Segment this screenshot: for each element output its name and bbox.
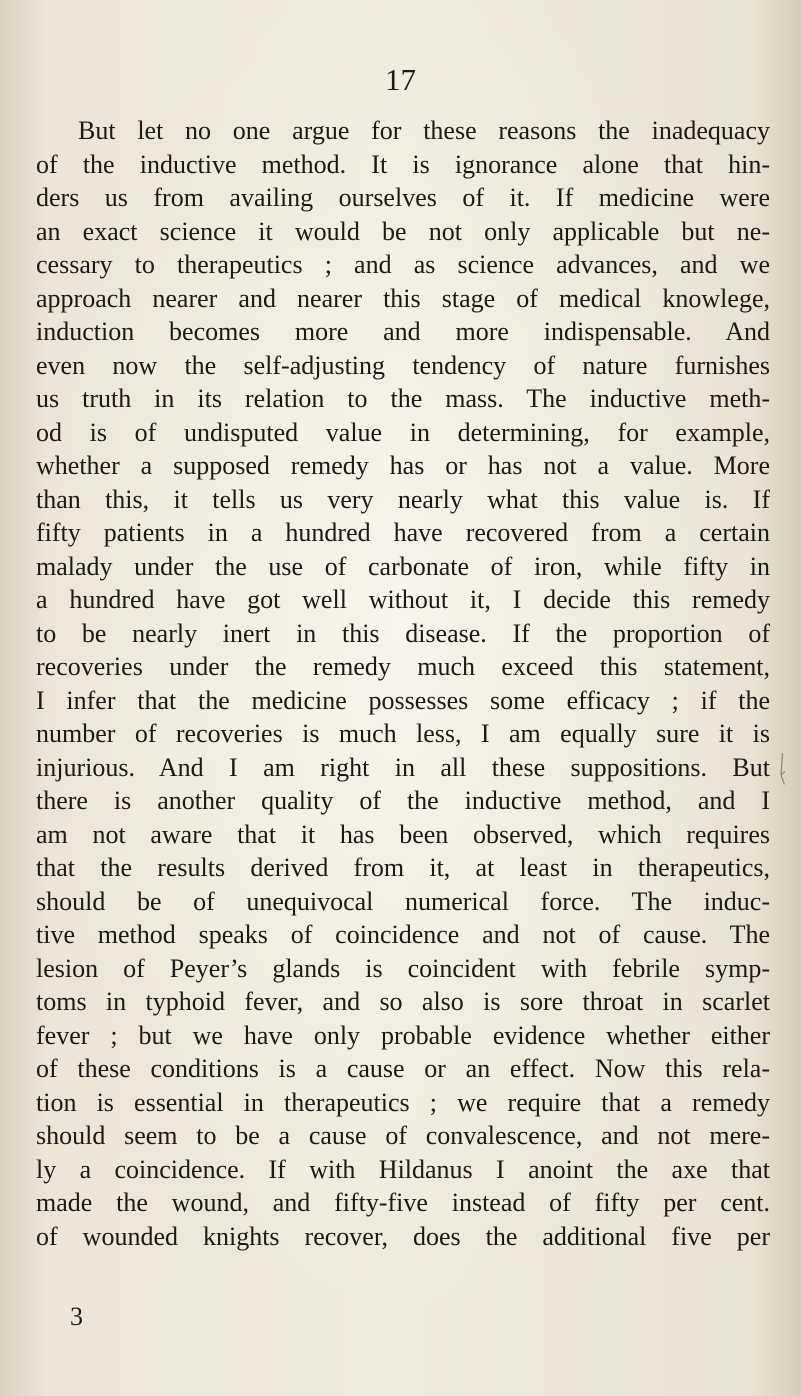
text-line: whether a supposed remedy has or has not a value. More: [36, 451, 770, 480]
text-line: I infer that the medicine possesses some efficacy ; if the: [36, 685, 770, 715]
text-line: injurious. And I am right in all these suppositions. But: [36, 752, 770, 782]
text-line: tion is essential in therapeutics ; we require that a remedy: [36, 1087, 770, 1117]
body-text: [36, 114, 770, 1253]
text-line: of these conditions is a cause or an effect. Now this rela-: [36, 1054, 770, 1083]
text-line: that the results derived from it, at least in therapeutics,: [36, 853, 770, 882]
text-line: even now the self-adjusting tendency of nature furnishes: [36, 350, 770, 380]
text-line: a hundred have got well without it, I decide this remedy: [36, 585, 770, 614]
text-line: an exact science it would be not only applicable but ne-: [36, 216, 770, 246]
text-line: than this, it tells us very nearly what this value is. If: [36, 484, 770, 514]
pencil-mark-icon: [771, 751, 796, 788]
text-line: am not aware that it has been observed, which requires: [36, 819, 770, 849]
text-line: fifty patients in a hundred have recovered from a certain: [36, 518, 770, 547]
text-line: od is of undisputed value in determining, for example,: [36, 417, 770, 447]
text-line: made the wound, and fifty-five instead of fifty per cent.: [36, 1188, 770, 1217]
text-line: of the inductive method. It is ignorance alone that hin-: [36, 149, 770, 179]
text-line: toms in typhoid fever, and so also is sore throat in scarlet: [36, 987, 770, 1016]
text-line: lesion of Peyer’s glands is coincident with febrile symp-: [36, 953, 770, 983]
text-line: But let no one argue for these reasons the inadequacy: [78, 116, 770, 145]
text-line: cessary to therapeutics ; and as science advances, and we: [36, 250, 770, 279]
text-line: should seem to be a cause of convalescence, and not mere-: [36, 1121, 770, 1150]
text-line: number of recoveries is much less, I am equally sure it is: [36, 719, 770, 748]
signature-mark: 3: [70, 1302, 83, 1331]
text-line: to be nearly inert in this disease. If the proportion of: [36, 618, 770, 648]
text-line: fever ; but we have only probable evidence whether either: [36, 1020, 770, 1050]
text-line: approach nearer and nearer this stage of medical knowlege,: [36, 283, 770, 313]
text-line: should be of unequivocal numerical force. The induc-: [36, 886, 770, 916]
text-line: tive method speaks of coincidence and not of cause. The: [36, 920, 770, 949]
text-line: there is another quality of the inductive method, and I: [36, 786, 770, 815]
text-line: ly a coincidence. If with Hildanus I anoint the axe that: [36, 1154, 770, 1184]
text-line: of wounded knights recover, does the additional five per: [36, 1221, 770, 1251]
text-line: induction becomes more and more indispensable. And: [36, 317, 770, 346]
text-line: malady under the use of carbonate of iron, while fifty in: [36, 551, 770, 581]
text-line: us truth in its relation to the mass. The inductive meth-: [36, 384, 770, 413]
text-line: ders us from availing ourselves of it. If medicine were: [36, 183, 770, 212]
page-number: 17: [385, 62, 416, 97]
text-line: recoveries under the remedy much exceed this statement,: [36, 652, 770, 681]
